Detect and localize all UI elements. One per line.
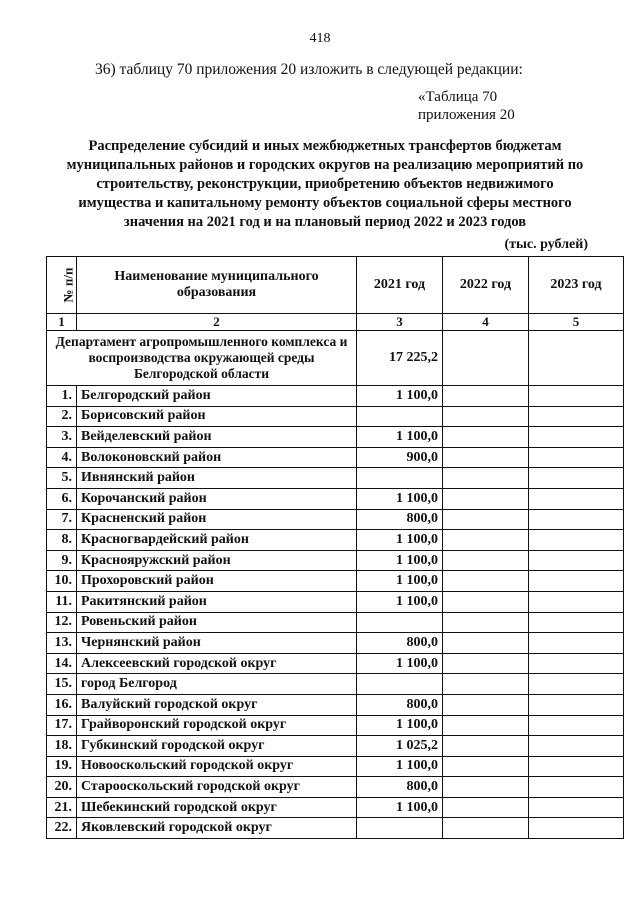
table-row xyxy=(47,715,624,736)
table-row xyxy=(47,736,624,757)
district-name: Волоконовский район xyxy=(77,447,357,468)
header-2023: 2023 год xyxy=(529,257,624,314)
table-row xyxy=(47,427,624,448)
row-number: 18. xyxy=(47,736,77,757)
row-number: 3. xyxy=(47,427,77,448)
row-number: 9. xyxy=(47,550,77,571)
table-row xyxy=(47,550,624,571)
table-row xyxy=(47,591,624,612)
district-name: Ракитянский район xyxy=(77,591,357,612)
district-name: Вейделевский район xyxy=(77,427,357,448)
value-2021: 800,0 xyxy=(357,694,443,715)
value-2023 xyxy=(529,427,624,448)
value-2022 xyxy=(443,591,529,612)
value-2021: 800,0 xyxy=(357,633,443,654)
table-row xyxy=(47,509,624,530)
value-2022 xyxy=(443,488,529,509)
value-2023 xyxy=(529,674,624,695)
value-2021: 1 100,0 xyxy=(357,386,443,407)
header-num: № п/п xyxy=(47,257,77,314)
value-2023 xyxy=(529,797,624,818)
value-2023 xyxy=(529,633,624,654)
value-2021 xyxy=(357,674,443,695)
value-2021: 1 100,0 xyxy=(357,571,443,592)
district-name: Ровеньский район xyxy=(77,612,357,633)
value-2021 xyxy=(357,612,443,633)
row-number: 19. xyxy=(47,756,77,777)
value-2022 xyxy=(443,818,529,839)
row-number: 7. xyxy=(47,509,77,530)
district-name: Старооскольский городской округ xyxy=(77,777,357,798)
district-name: Красногвардейский район xyxy=(77,530,357,551)
table-row xyxy=(47,386,624,407)
value-2022 xyxy=(443,406,529,427)
value-2021 xyxy=(357,406,443,427)
row-number: 8. xyxy=(47,530,77,551)
value-2021: 1 100,0 xyxy=(357,653,443,674)
value-2021: 1 100,0 xyxy=(357,427,443,448)
row-number: 1. xyxy=(47,386,77,407)
district-name: Новооскольский городской округ xyxy=(77,756,357,777)
value-2021 xyxy=(357,468,443,489)
row-number: 11. xyxy=(47,591,77,612)
row-number: 14. xyxy=(47,653,77,674)
value-2022 xyxy=(443,633,529,654)
value-2023 xyxy=(529,571,624,592)
table-row xyxy=(47,530,624,551)
value-2021: 1 100,0 xyxy=(357,530,443,551)
column-number: 4 xyxy=(443,314,529,331)
table-row xyxy=(47,488,624,509)
row-number: 22. xyxy=(47,818,77,839)
table-reference-line2: приложения 20 xyxy=(418,107,515,123)
value-2023 xyxy=(529,715,624,736)
column-number: 5 xyxy=(529,314,624,331)
row-number: 15. xyxy=(47,674,77,695)
value-2022 xyxy=(443,427,529,448)
value-2021: 1 025,2 xyxy=(357,736,443,757)
value-2023 xyxy=(529,509,624,530)
row-number: 21. xyxy=(47,797,77,818)
district-name: Губкинский городской округ xyxy=(77,736,357,757)
value-2021: 900,0 xyxy=(357,447,443,468)
header-name: Наименование муниципального образования xyxy=(77,257,357,314)
value-2023 xyxy=(529,756,624,777)
subsidy-table xyxy=(46,256,624,839)
value-2021: 1 100,0 xyxy=(357,797,443,818)
row-number: 16. xyxy=(47,694,77,715)
value-2021: 800,0 xyxy=(357,509,443,530)
document-title: Распределение субсидий и иных межбюджетных трансфертов бюджетам муниципальных районов и городских округов на реализацию мероприятий по строительству, реконструкции, приобретению объектов недвижимого имущества и капитальному ремонту объектов социальной сферы местного значения на 2021 год и на плановый период 2022 и 2023 годов xyxy=(66,138,584,230)
district-name: Чернянский район xyxy=(77,633,357,654)
district-name: Валуйский городской округ xyxy=(77,694,357,715)
table-row xyxy=(47,468,624,489)
row-number: 5. xyxy=(47,468,77,489)
value-2021: 1 100,0 xyxy=(357,550,443,571)
value-2023 xyxy=(529,468,624,489)
table-reference-line1: «Таблица 70 xyxy=(418,89,498,105)
department-name: Департамент агропромышленного комплекса и воспроизводства окружающей среды Белгородской области xyxy=(47,331,357,386)
row-number: 10. xyxy=(47,571,77,592)
column-number: 2 xyxy=(77,314,357,331)
table-row xyxy=(47,674,624,695)
value-2021: 1 100,0 xyxy=(357,756,443,777)
value-2022 xyxy=(443,736,529,757)
district-name: Прохоровский район xyxy=(77,571,357,592)
value-2022 xyxy=(443,777,529,798)
table-row xyxy=(47,694,624,715)
value-2023 xyxy=(529,406,624,427)
district-name: Белгородский район xyxy=(77,386,357,407)
table-reference xyxy=(418,88,515,124)
table-row xyxy=(47,756,624,777)
value-2022 xyxy=(443,468,529,489)
table-row xyxy=(47,633,624,654)
value-2023 xyxy=(529,777,624,798)
row-number: 13. xyxy=(47,633,77,654)
value-2022 xyxy=(443,674,529,695)
department-2022 xyxy=(443,331,529,386)
value-2023 xyxy=(529,694,624,715)
table-row xyxy=(47,818,624,839)
table-row xyxy=(47,653,624,674)
header-row xyxy=(47,257,624,314)
row-number: 12. xyxy=(47,612,77,633)
value-2022 xyxy=(443,756,529,777)
value-2022 xyxy=(443,509,529,530)
row-number: 17. xyxy=(47,715,77,736)
value-2021: 800,0 xyxy=(357,777,443,798)
unit-label: (тыс. рублей) xyxy=(504,237,588,252)
value-2022 xyxy=(443,653,529,674)
value-2022 xyxy=(443,797,529,818)
value-2022 xyxy=(443,571,529,592)
value-2021: 1 100,0 xyxy=(357,488,443,509)
value-2023 xyxy=(529,488,624,509)
value-2023 xyxy=(529,550,624,571)
district-name: Борисовский район xyxy=(77,406,357,427)
intro-text: 36) таблицу 70 приложения 20 изложить в следующей редакции: xyxy=(95,61,523,78)
department-2023 xyxy=(529,331,624,386)
district-name: Алексеевский городской округ xyxy=(77,653,357,674)
table-row xyxy=(47,612,624,633)
district-name: Яковлевский городской округ xyxy=(77,818,357,839)
district-name: город Белгород xyxy=(77,674,357,695)
value-2022 xyxy=(443,550,529,571)
district-name: Краснояружский район xyxy=(77,550,357,571)
district-name: Грайворонский городской округ xyxy=(77,715,357,736)
value-2022 xyxy=(443,694,529,715)
table-row xyxy=(47,571,624,592)
table-row xyxy=(47,447,624,468)
value-2023 xyxy=(529,386,624,407)
value-2023 xyxy=(529,818,624,839)
value-2022 xyxy=(443,530,529,551)
column-number-row xyxy=(47,314,624,331)
table-row xyxy=(47,797,624,818)
district-name: Ивнянский район xyxy=(77,468,357,489)
column-number: 1 xyxy=(47,314,77,331)
district-name: Шебекинский городской округ xyxy=(77,797,357,818)
value-2022 xyxy=(443,612,529,633)
district-name: Красненский район xyxy=(77,509,357,530)
value-2023 xyxy=(529,530,624,551)
table-row xyxy=(47,406,624,427)
value-2023 xyxy=(529,591,624,612)
value-2022 xyxy=(443,386,529,407)
header-2021: 2021 год xyxy=(357,257,443,314)
district-name: Корочанский район xyxy=(77,488,357,509)
department-row xyxy=(47,331,624,386)
value-2021: 1 100,0 xyxy=(357,715,443,736)
value-2021 xyxy=(357,818,443,839)
page-number: 418 xyxy=(309,31,331,46)
value-2023 xyxy=(529,447,624,468)
value-2023 xyxy=(529,736,624,757)
value-2023 xyxy=(529,653,624,674)
row-number: 4. xyxy=(47,447,77,468)
value-2022 xyxy=(443,715,529,736)
department-2021: 17 225,2 xyxy=(357,331,443,386)
table-row xyxy=(47,777,624,798)
value-2021: 1 100,0 xyxy=(357,591,443,612)
row-number: 6. xyxy=(47,488,77,509)
row-number: 20. xyxy=(47,777,77,798)
column-number: 3 xyxy=(357,314,443,331)
value-2022 xyxy=(443,447,529,468)
value-2023 xyxy=(529,612,624,633)
header-2022: 2022 год xyxy=(443,257,529,314)
row-number: 2. xyxy=(47,406,77,427)
